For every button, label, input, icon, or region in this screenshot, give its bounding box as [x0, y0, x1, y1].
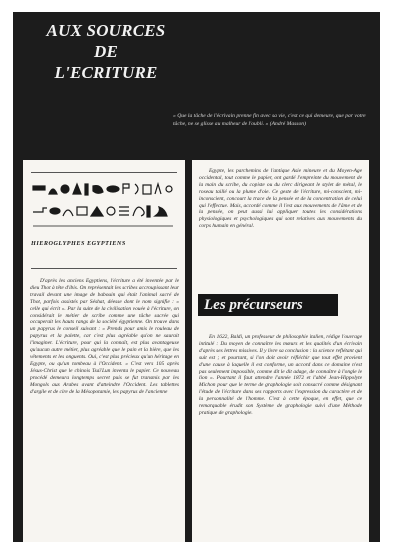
title-line-3: L'ECRITURE [54, 63, 158, 82]
right-body-text-bottom: En 1622, Baldi, un professeur de philosophie italien, rédige l'ouvrage intitulé : Du moyen de connaître les mœurs et les qualités d'un écrivain d'après ses lettres missives. Il y livre sa conclusion : la science reflétant qui suit est ; et pourtant, si l'on doit avoir réfléchir que tout effet provient d'une cause à laquelle il est conforme, un accord dans ce domaine n'est pas seulement impossible, comme dit le dit adage, de connaître à l'ongle le lion ». Pourtant il faut attendre l'année 1872 et l'abbé Jean-Hippolyte Michon pour que le terme de graphologie soit consacré comme désignant l'étude de l'écriture dans ses rapports avec l'expression du caractère et de la personnalité de l'homme. C'est à cette époque, en effet, que ce remarquable érudit son Système de graphologie suivi d'une Méthode pratique de graphologie. [199, 334, 362, 416]
page-title [21, 20, 191, 83]
section-heading-box [198, 294, 338, 316]
title-line-2: DE [93, 42, 119, 61]
egyptian-hieroglyphs-illustration [31, 180, 177, 230]
left-column [23, 160, 185, 542]
right-column [192, 160, 369, 542]
right-body-text-top: Egypte, les parchemins de l'antique Asie mineure et du Moyen-Age occidental, tout comme le papier, ont gardé l'empreinte du mouvement de la main du scribe, du copiste ou du clerc dirigeant le stylet de métal, le roseau taillé ou la plume d'oie. Ce geste de l'écriture, mi-conscient, mi-inconscient, concourt la trace de la pensée et de la concentration de celui qui l'effectue. Mais, accordé comme il l'est aux mouvements de l'âme et de la pensée, on peut aussi lui appliquer toutes les considérations physiologiques et psychologiques qui sont relatives aux mouvements du corps humain en général. [199, 168, 362, 230]
illustration-caption: HIEROGLYPHES EGYPTIENS [31, 240, 126, 247]
book-page [13, 12, 380, 542]
top-rule [31, 172, 177, 173]
section-heading: Les précurseurs [204, 297, 303, 313]
title-line-1: AUX SOURCES [46, 21, 166, 40]
caption-rule [31, 268, 177, 269]
left-body-text: D'après les anciens Egyptiens, l'écriture a été inventée par le dieu Thot à tête d'ibis. On représentait les scribes accroupissant leur travail devant une image de babouin qui était l'animal sacré de Thot, parfois assistés par Séshat, déesse dont le nom signifie : « celle qui écrit ». Par la suite de la civilisation vouée à l'écriture, on considérait le métier de scribe comme une tâche sacrée qui occuperait les hauts rangs de la société égyptienne. On trouve dans un papyrus le conseil suivant : « Prends pour amis le rouleau de papyrus et la palette, car c'est plus agréable qu'on ne saurait l'imaginer. L'écriture, pour qui la connaît, est plus avantageuse qu'aucun autre métier, plus agréable que le pain et la bière, que les vêtements et les onguents. Oui, c'est plus précieux qu'un héritage en Egypte, ou qu'un tombeau à l'Occident. » C'est vers 105 après Jésus-Christ que le chinois Tsaï'Lun inventa le papier. Ce nouveau procédé demeura longtemps secret puis se fut transmis par les Mongols aux Arabes avant d'atteindre l'Occident. Les tablettes d'argile et de cire de la Mésopotamie, les papyrus de l'ancienne [30, 278, 179, 395]
epigraph-quote: « Que la tâche de l'écrivain prenne fin avec sa vie, c'est ce qui demeure, que par votre tâche, ne se glisse au malheur de l'oubli. » (André Masson) [173, 113, 366, 127]
